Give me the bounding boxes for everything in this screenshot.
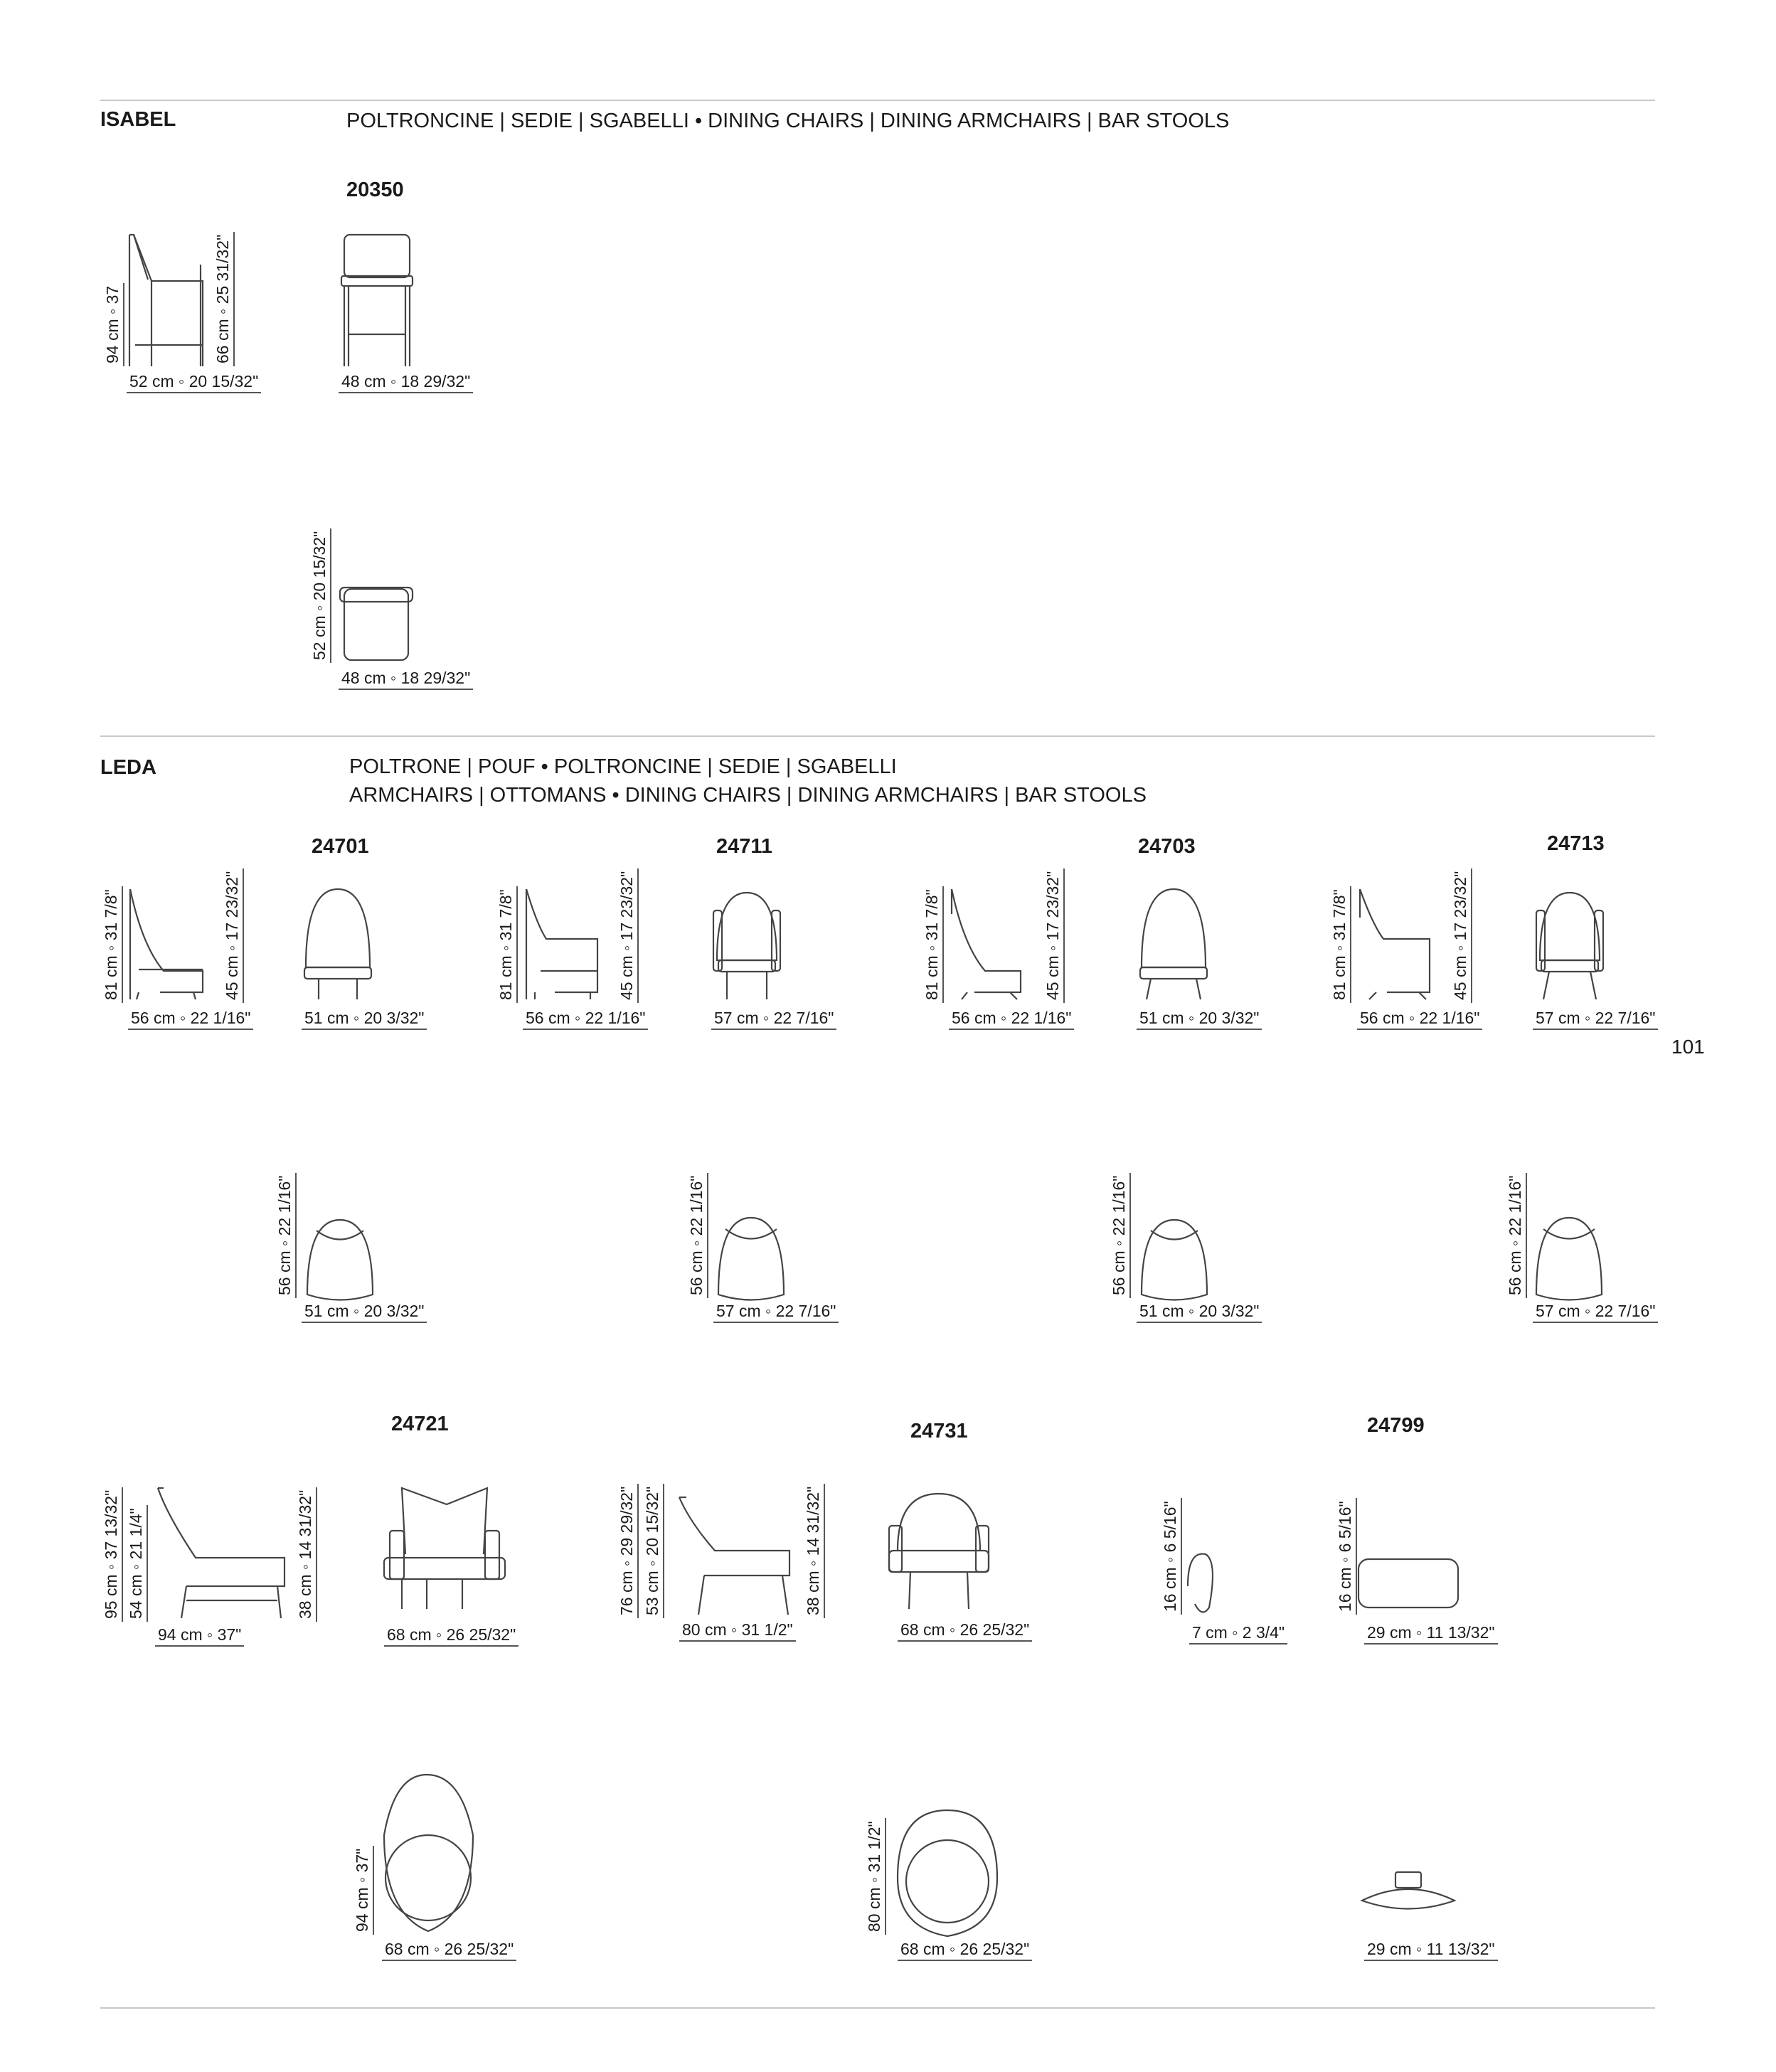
leda-24721-top-depth: 94 cm ◦ 37" [353,1846,374,1935]
leda-code-24711: 24711 [716,835,773,858]
leda-24721-top-drawing [384,1775,473,1931]
leda-24703-side-width: 56 cm ◦ 22 1/16" [949,1009,1074,1030]
isabel-top-depth: 52 cm ◦ 20 15/32" [310,528,331,663]
leda-24799-front-height: 16 cm ◦ 6 5/16" [1336,1498,1357,1615]
leda-24713-side-width: 56 cm ◦ 22 1/16" [1357,1009,1482,1030]
isabel-front-width: 48 cm ◦ 18 29/32" [339,372,473,393]
leda-code-24703: 24703 [1138,835,1196,858]
leda-24799-front-drawing [1358,1559,1458,1608]
leda-24721-front-drawing [384,1488,505,1609]
leda-24711-top-width: 57 cm ◦ 22 7/16" [713,1302,839,1323]
leda-category-en: ARMCHAIRS | OTTOMANS • DINING CHAIRS | DINING ARMCHAIRS | BAR STOOLS [349,784,1147,807]
leda-24713-top-width: 57 cm ◦ 22 7/16" [1533,1302,1658,1323]
leda-24731-front-width: 68 cm ◦ 26 25/32" [898,1620,1032,1642]
isabel-top-drawing [340,588,413,660]
leda-24701-front-drawing [304,889,371,999]
leda-24701-seat: 45 cm ◦ 17 23/32" [223,868,244,1003]
leda-24701-top-depth: 56 cm ◦ 22 1/16" [275,1173,297,1298]
leda-24731-top-drawing [898,1810,997,1936]
isabel-top-width: 48 cm ◦ 18 29/32" [339,669,473,690]
leda-24731-height: 76 cm ◦ 29 29/32" [617,1484,639,1618]
leda-24713-height: 81 cm ◦ 31 7/8" [1330,886,1351,1003]
leda-code-24799: 24799 [1367,1414,1425,1437]
leda-24711-seat: 45 cm ◦ 17 23/32" [617,868,639,1003]
leda-24703-front-width: 51 cm ◦ 20 3/32" [1137,1009,1262,1030]
leda-24703-seat: 45 cm ◦ 17 23/32" [1043,868,1065,1003]
leda-24721-seat: 38 cm ◦ 14 31/32" [296,1487,317,1622]
leda-category-it: POLTRONE | POUF • POLTRONCINE | SEDIE | SGABELLI [349,755,897,778]
leda-24721-front-width: 68 cm ◦ 26 25/32" [384,1625,519,1647]
leda-24721-top-width: 68 cm ◦ 26 25/32" [382,1940,516,1961]
leda-24713-seat: 45 cm ◦ 17 23/32" [1451,868,1472,1003]
leda-24703-height: 81 cm ◦ 31 7/8" [922,886,944,1003]
leda-24731-side-width: 80 cm ◦ 31 1/2" [679,1620,796,1642]
leda-24799-top-drawing [1362,1872,1455,1909]
leda-24711-top-depth: 56 cm ◦ 22 1/16" [687,1173,708,1298]
leda-24799-side-width: 7 cm ◦ 2 3/4" [1189,1623,1287,1645]
isabel-code: 20350 [346,179,404,201]
leda-code-24701: 24701 [312,835,369,858]
leda-24703-top-depth: 56 cm ◦ 22 1/16" [1110,1173,1131,1298]
leda-24799-side-height: 16 cm ◦ 6 5/16" [1161,1498,1182,1615]
leda-24731-front-drawing [889,1494,989,1609]
leda-24799-front-width: 29 cm ◦ 11 13/32" [1364,1623,1498,1645]
isabel-side-seat: 66 cm ◦ 25 31/32" [213,232,235,366]
leda-24713-front-drawing [1536,893,1603,999]
leda-24721-side-drawing [158,1488,285,1618]
isabel-side-height: 94 cm ◦ 37 [103,283,124,366]
leda-code-24731: 24731 [910,1420,968,1443]
leda-24701-side-drawing [130,889,203,999]
leda-24703-top-width: 51 cm ◦ 20 3/32" [1137,1302,1262,1323]
leda-24711-front-drawing [713,893,780,999]
leda-24731-seat: 38 cm ◦ 14 31/32" [804,1484,825,1618]
leda-24711-side-drawing [526,889,597,999]
leda-24701-top-width: 51 cm ◦ 20 3/32" [302,1302,427,1323]
leda-24701-height: 81 cm ◦ 31 7/8" [102,886,123,1003]
leda-24731-side-drawing [679,1497,789,1615]
leda-24799-side-drawing [1188,1554,1213,1613]
leda-24713-side-drawing [1360,889,1430,999]
leda-code-24713: 24713 [1547,832,1605,855]
isabel-front-drawing [341,235,413,366]
isabel-side-drawing [129,235,203,366]
leda-24713-top-depth: 56 cm ◦ 22 1/16" [1506,1173,1527,1298]
leda-24799-top-width: 29 cm ◦ 11 13/32" [1364,1940,1498,1961]
leda-24701-front-width: 51 cm ◦ 20 3/32" [302,1009,427,1030]
page-number: 101 [1671,1036,1705,1058]
leda-24711-side-width: 56 cm ◦ 22 1/16" [523,1009,648,1030]
isabel-title: ISABEL [100,108,176,131]
leda-24731-top-depth: 80 cm ◦ 31 1/2" [865,1818,886,1935]
isabel-category: POLTRONCINE | SEDIE | SGABELLI • DINING CHAIRS | DINING ARMCHAIRS | BAR STOOLS [346,110,1230,132]
leda-24731-arm: 53 cm ◦ 20 15/32" [643,1484,664,1618]
leda-24721-arm: 54 cm ◦ 21 1/4" [127,1505,148,1622]
leda-24711-height: 81 cm ◦ 31 7/8" [496,886,518,1003]
leda-24701-side-width: 56 cm ◦ 22 1/16" [128,1009,253,1030]
leda-row1-top-drawings [307,1218,1602,1300]
leda-24721-height: 95 cm ◦ 37 13/32" [102,1487,123,1622]
leda-title: LEDA [100,756,156,779]
leda-24703-side-drawing [952,889,1021,999]
leda-24731-top-width: 68 cm ◦ 26 25/32" [898,1940,1032,1961]
leda-24703-front-drawing [1140,889,1207,999]
leda-24713-front-width: 57 cm ◦ 22 7/16" [1533,1009,1658,1030]
leda-24711-front-width: 57 cm ◦ 22 7/16" [711,1009,836,1030]
isabel-side-width: 52 cm ◦ 20 15/32" [127,372,261,393]
leda-24721-side-width: 94 cm ◦ 37" [155,1625,244,1647]
leda-code-24721: 24721 [391,1413,449,1435]
